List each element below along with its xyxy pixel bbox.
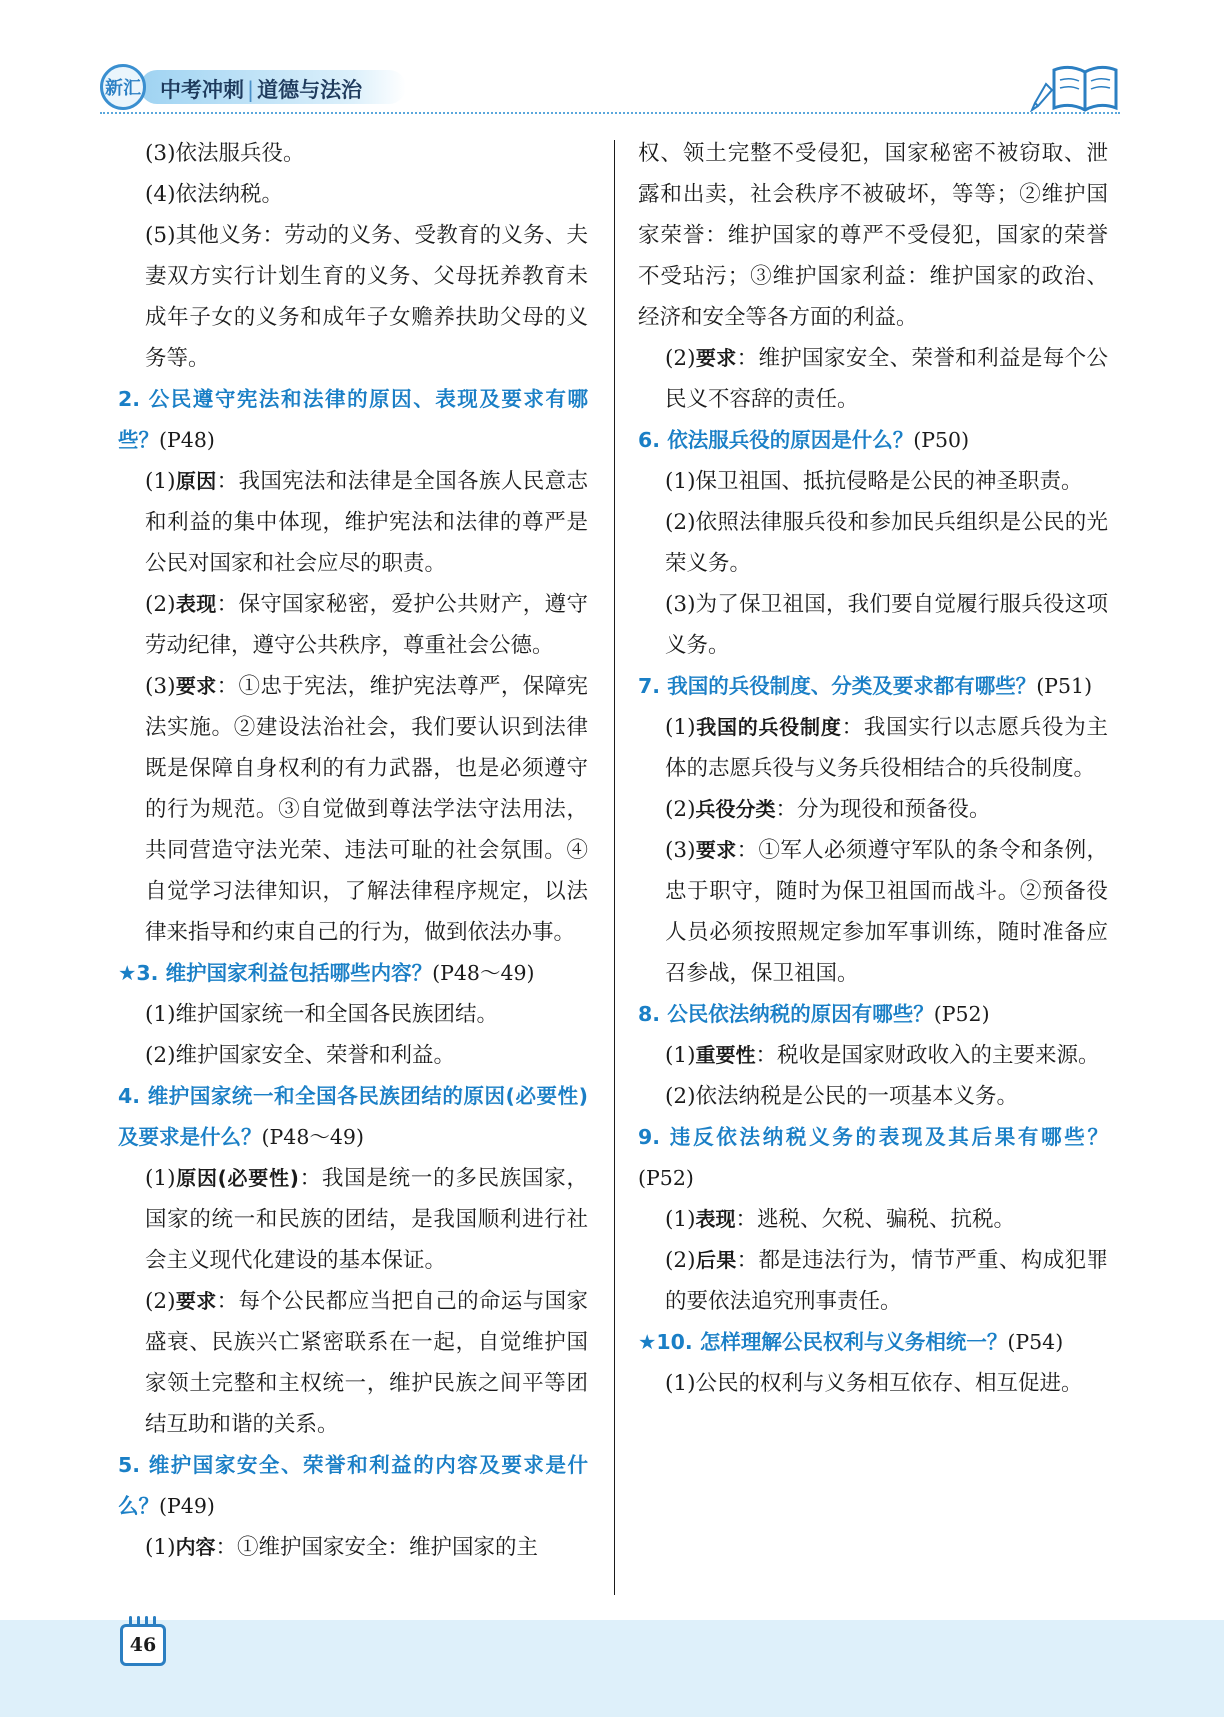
answer-text: (1)	[665, 1043, 696, 1068]
question-heading	[638, 1117, 1108, 1199]
page-reference: (P48)	[159, 428, 215, 452]
answer-text: ：①军人必须遵守军队的条令和条例，忠于职守，随时为保卫祖国而战斗。②预备役人员必须按照规定参加军事训练，随时准备应召参战，保卫祖国。	[665, 838, 1108, 986]
page-reference: (P50)	[913, 428, 970, 452]
answer-text: (3)依法服兵役。	[145, 141, 305, 166]
answer-paragraph	[118, 1158, 588, 1281]
subject-title: 道德与法治	[257, 78, 363, 102]
question-heading	[638, 666, 1108, 707]
answer-text: (1)保卫祖国、抵抗侵略是公民的神圣职责。	[665, 469, 1083, 494]
right-column	[638, 133, 1108, 1404]
answer-text: (1)	[665, 1207, 696, 1232]
left-column	[118, 133, 588, 1568]
page-reference: (P48～49)	[432, 961, 535, 985]
question-heading	[638, 994, 1108, 1035]
answer-text: (3)	[665, 838, 696, 863]
page-number: 46	[129, 1634, 157, 1656]
keyword: 我国的兵役制度	[695, 715, 842, 739]
answer-paragraph	[118, 584, 588, 666]
answer-paragraph	[118, 1527, 588, 1568]
answer-paragraph	[118, 666, 588, 953]
keyword: 重要性	[695, 1043, 756, 1067]
answer-text: (2)依照法律服兵役和参加民兵组织是公民的光荣义务。	[665, 510, 1108, 576]
answer-paragraph	[638, 830, 1108, 994]
answer-paragraph	[118, 1035, 588, 1076]
answer-text: (2)	[665, 797, 696, 822]
question-text: 8. 公民依法纳税的原因有哪些？	[638, 1002, 934, 1026]
page-reference: (P52)	[933, 1002, 990, 1026]
answer-paragraph	[638, 1035, 1108, 1076]
keyword: 表现	[175, 592, 217, 616]
answer-paragraph	[638, 1240, 1108, 1322]
answer-paragraph	[638, 133, 1108, 338]
title-separator: |	[247, 78, 255, 102]
answer-text: (2)	[665, 346, 696, 371]
answer-text: ：都是违法行为，情节严重、构成犯罪的要依法追究刑事责任。	[665, 1248, 1108, 1314]
answer-text: ：保守国家秘密，爱护公共财产，遵守劳动纪律，遵守公共秩序，尊重社会公德。	[145, 592, 588, 658]
question-heading	[118, 1076, 588, 1158]
answer-text: ：每个公民都应当把自己的命运与国家盛衰、民族兴亡紧密联系在一起，自觉维护国家领土完整和主权统一，维护民族之间平等团结互助和谐的关系。	[145, 1289, 588, 1437]
question-text: 9. 违反依法纳税义务的表现及其后果有哪些？	[638, 1125, 1108, 1149]
question-text: 6. 依法服兵役的原因是什么？	[638, 428, 914, 452]
keyword: 要求	[175, 1289, 217, 1313]
logo-icon	[100, 64, 146, 110]
answer-paragraph	[638, 1363, 1108, 1404]
page-reference: (P54)	[1007, 1330, 1064, 1354]
answer-paragraph	[118, 174, 588, 215]
answer-text: ：逃税、欠税、骗税、抗税。	[735, 1207, 1015, 1232]
answer-text: (2)	[665, 1248, 696, 1273]
answer-text: 权、领土完整不受侵犯，国家秘密不被窃取、泄露和出卖，社会秩序不被破坏，等等；②维护国家荣誉：维护国家的尊严不受侵犯，国家的荣誉不受玷污；③维护国家利益：维护国家的政治、经济和安全等各方面的利益。	[638, 141, 1108, 330]
answer-text: (4)依法纳税。	[145, 182, 283, 207]
answer-text: (1)维护国家统一和全国各民族团结。	[145, 1002, 498, 1027]
answer-paragraph	[118, 133, 588, 174]
keyword: 原因(必要性)	[175, 1166, 299, 1190]
question-heading	[638, 1322, 1108, 1363]
question-text: ★3. 维护国家利益包括哪些内容？	[118, 961, 433, 985]
answer-paragraph	[118, 215, 588, 379]
answer-text: ：①忠于宪法，维护宪法尊严，保障宪法实施。②建设法治社会，我们要认识到法律既是保障自身权利的有力武器，也是必须遵守的行为规范。③自觉做到尊法学法守法用法，共同营造守法光荣、违法可耻的社会氛围。④自觉学习法律知识，了解法律程序规定，以法律来指导和约束自己的行为，做到依法办事。	[145, 674, 588, 945]
answer-text: (5)其他义务：劳动的义务、受教育的义务、夫妻双方实行计划生育的义务、父母抚养教育未成年子女的义务和成年子女赡养扶助父母的义务等。	[145, 223, 588, 371]
answer-paragraph	[638, 338, 1108, 420]
answer-text: ：我国实行以志愿兵役为主体的志愿兵役与义务兵役相结合的兵役制度。	[665, 715, 1108, 781]
question-text: 2. 公民遵守宪法和法律的原因、表现及要求有哪些？	[118, 387, 588, 452]
answer-text: ：维护国家安全、荣誉和利益是每个公民义不容辞的责任。	[665, 346, 1108, 412]
keyword: 兵役分类	[695, 797, 776, 821]
answer-text: ：分为现役和预备役。	[775, 797, 991, 822]
logo-text: 新汇	[105, 78, 141, 99]
answer-text: (1)	[665, 715, 696, 740]
answer-text: (2)维护国家安全、荣誉和利益。	[145, 1043, 455, 1068]
answer-text: (2)依法纳税是公民的一项基本义务。	[665, 1084, 1018, 1109]
question-text: 5. 维护国家安全、荣誉和利益的内容及要求是什么？	[118, 1453, 588, 1518]
question-heading	[118, 953, 588, 994]
page-header	[0, 0, 1224, 130]
question-heading	[118, 1445, 588, 1527]
answer-paragraph	[638, 707, 1108, 789]
answer-text: ：我国宪法和法律是全国各族人民意志和利益的集中体现，维护宪法和法律的尊严是公民对国家和社会应尽的职责。	[145, 469, 588, 576]
answer-text: ：我国是统一的多民族国家，国家的统一和民族的团结，是我国顺利进行社会主义现代化建设的基本保证。	[145, 1166, 589, 1273]
answer-text: (2)	[145, 592, 176, 617]
keyword: 要求	[175, 674, 217, 698]
answer-paragraph	[638, 1076, 1108, 1117]
question-heading	[638, 420, 1108, 461]
keyword: 内容	[175, 1535, 216, 1559]
column-divider	[614, 140, 615, 1595]
keyword: 表现	[695, 1207, 736, 1231]
header-dotted-line	[100, 112, 1120, 114]
answer-paragraph	[638, 502, 1108, 584]
question-text: 4. 维护国家统一和全国各民族团结的原因(必要性)及要求是什么？	[118, 1084, 588, 1149]
series-title: 中考冲刺	[160, 78, 244, 102]
answer-text: (1)	[145, 469, 176, 494]
page-number-badge	[120, 1624, 166, 1666]
answer-paragraph	[638, 461, 1108, 502]
question-text: 7. 我国的兵役制度、分类及要求都有哪些？	[638, 674, 1037, 698]
answer-text: (2)	[145, 1289, 176, 1314]
answer-paragraph	[638, 789, 1108, 830]
answer-text: (1)	[145, 1535, 176, 1560]
page-reference: (P51)	[1036, 674, 1093, 698]
keyword: 要求	[695, 346, 737, 370]
page-reference: (P49)	[159, 1494, 215, 1518]
header-title	[160, 74, 362, 104]
answer-text: (3)	[145, 674, 176, 699]
answer-text: (1)	[145, 1166, 176, 1191]
page-reference: (P52)	[638, 1166, 694, 1190]
answer-text: ：①维护国家安全：维护国家的主	[215, 1535, 538, 1560]
question-heading	[118, 379, 588, 461]
answer-text: (1)公民的权利与义务相互依存、相互促进。	[665, 1371, 1083, 1396]
keyword: 后果	[695, 1248, 737, 1272]
answer-paragraph	[118, 461, 588, 584]
question-text: ★10. 怎样理解公民权利与义务相统一？	[638, 1330, 1008, 1354]
answer-paragraph	[118, 994, 588, 1035]
keyword: 要求	[695, 838, 737, 862]
page-reference: (P48～49)	[261, 1125, 364, 1149]
answer-paragraph	[638, 584, 1108, 666]
answer-text: (3)为了保卫祖国，我们要自觉履行服兵役这项义务。	[665, 592, 1108, 658]
answer-paragraph	[638, 1199, 1108, 1240]
answer-text: ：税收是国家财政收入的主要来源。	[755, 1043, 1100, 1068]
answer-paragraph	[118, 1281, 588, 1445]
keyword: 原因	[175, 469, 217, 493]
page-footer	[0, 1620, 1224, 1717]
book-icon	[1050, 60, 1120, 116]
